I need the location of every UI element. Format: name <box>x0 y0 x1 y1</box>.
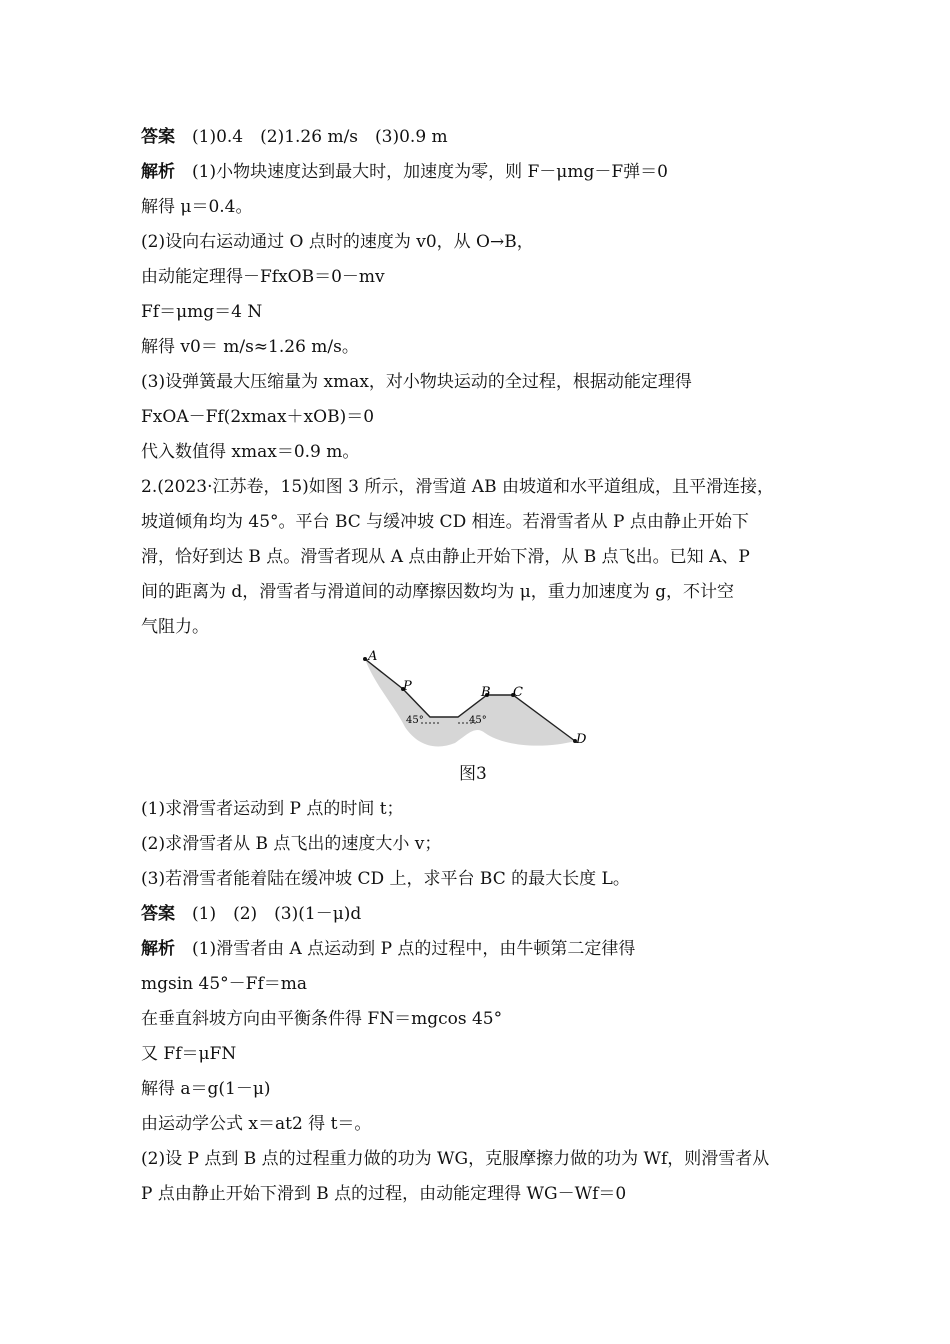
text-line: FxOA－Ff(2xmax＋xOB)＝0 <box>141 407 375 427</box>
text-line: P 点由静止开始下滑到 B 点的过程，由动能定理得 WG－Wf＝0 <box>141 1184 627 1204</box>
answer-text: (1)0.4 (2)1.26 m/s (3)0.9 m <box>192 127 448 147</box>
problem-line: 2.(2023·江苏卷，15)如图 3 所示，滑雪道 AB 由坡道和水平道组成，且平滑连接， <box>141 477 774 497</box>
figure-caption: 图3 <box>459 764 487 784</box>
answer-text: (1) (2) (3)(1－μ)d <box>192 904 362 924</box>
ski-slope-figure <box>355 645 605 750</box>
problem-line: 坡道倾角均为 45°。平台 BC 与缓冲坡 CD 相连。若滑雪者从 P 点由静止开始下 <box>141 512 749 532</box>
text-line: 代入数值得 xmax＝0.9 m。 <box>141 442 360 462</box>
label-b: B <box>481 685 491 700</box>
angle-left: 45° <box>406 715 424 726</box>
text-line: 在垂直斜坡方向由平衡条件得 FN＝mgcos 45° <box>141 1009 503 1029</box>
question-line: (3)若滑雪者能着陆在缓冲坡 CD 上，求平台 BC 的最大长度 L。 <box>141 869 630 889</box>
analysis-line-1 <box>141 160 668 184</box>
analysis-text: (1)小物块速度达到最大时，加速度为零，则 F－μmg－F弹＝0 <box>192 162 668 182</box>
answer-label: 答案 <box>141 127 175 147</box>
question-line: (1)求滑雪者运动到 P 点的时间 t； <box>141 799 404 819</box>
answer-line-2 <box>141 902 361 926</box>
text-line: (2)设 P 点到 B 点的过程重力做的功为 WG，克服摩擦力做的功为 Wf，则滑雪者从 <box>141 1149 770 1169</box>
problem-line: 滑，恰好到达 B 点。滑雪者现从 A 点由静止开始下滑，从 B 点飞出。已知 A、P <box>141 547 750 567</box>
problem-line: 间的距离为 d，滑雪者与滑道间的动摩擦因数均为 μ，重力加速度为 g，不计空 <box>141 582 735 602</box>
text-line: 解得 a＝g(1－μ) <box>141 1079 271 1099</box>
analysis-label: 解析 <box>141 162 175 182</box>
text-line: 解得 v0＝ m/s≈1.26 m/s。 <box>141 337 359 357</box>
label-p: P <box>403 679 412 694</box>
analysis-line-2 <box>141 937 635 961</box>
text-line: (3)设弹簧最大压缩量为 xmax，对小物块运动的全过程，根据动能定理得 <box>141 372 692 392</box>
answer-label: 答案 <box>141 904 175 924</box>
text-line: (2)设向右运动通过 O 点时的速度为 v0，从 O→B， <box>141 232 534 252</box>
text-line: 由运动学公式 x＝at2 得 t＝。 <box>141 1114 372 1134</box>
text-line: mgsin 45°－Ff＝ma <box>141 974 307 994</box>
label-d: D <box>576 732 587 747</box>
question-line: (2)求滑雪者从 B 点飞出的速度大小 v； <box>141 834 442 854</box>
angle-right: 45° <box>469 715 487 726</box>
point-a <box>363 657 367 661</box>
label-c: C <box>513 685 523 700</box>
slope-ground <box>365 659 575 746</box>
analysis-text: (1)滑雪者由 A 点运动到 P 点的过程中，由牛顿第二定律得 <box>192 939 636 959</box>
text-line: 由动能定理得－FfxOB＝0－mv <box>141 267 385 287</box>
analysis-label: 解析 <box>141 939 175 959</box>
text-line: Ff＝μmg＝4 N <box>141 302 263 322</box>
text-line: 解得 μ＝0.4。 <box>141 197 253 217</box>
label-a: A <box>368 649 378 664</box>
answer-line-1 <box>141 125 448 149</box>
problem-line: 气阻力。 <box>141 617 209 637</box>
text-line: 又 Ff＝μFN <box>141 1044 237 1064</box>
